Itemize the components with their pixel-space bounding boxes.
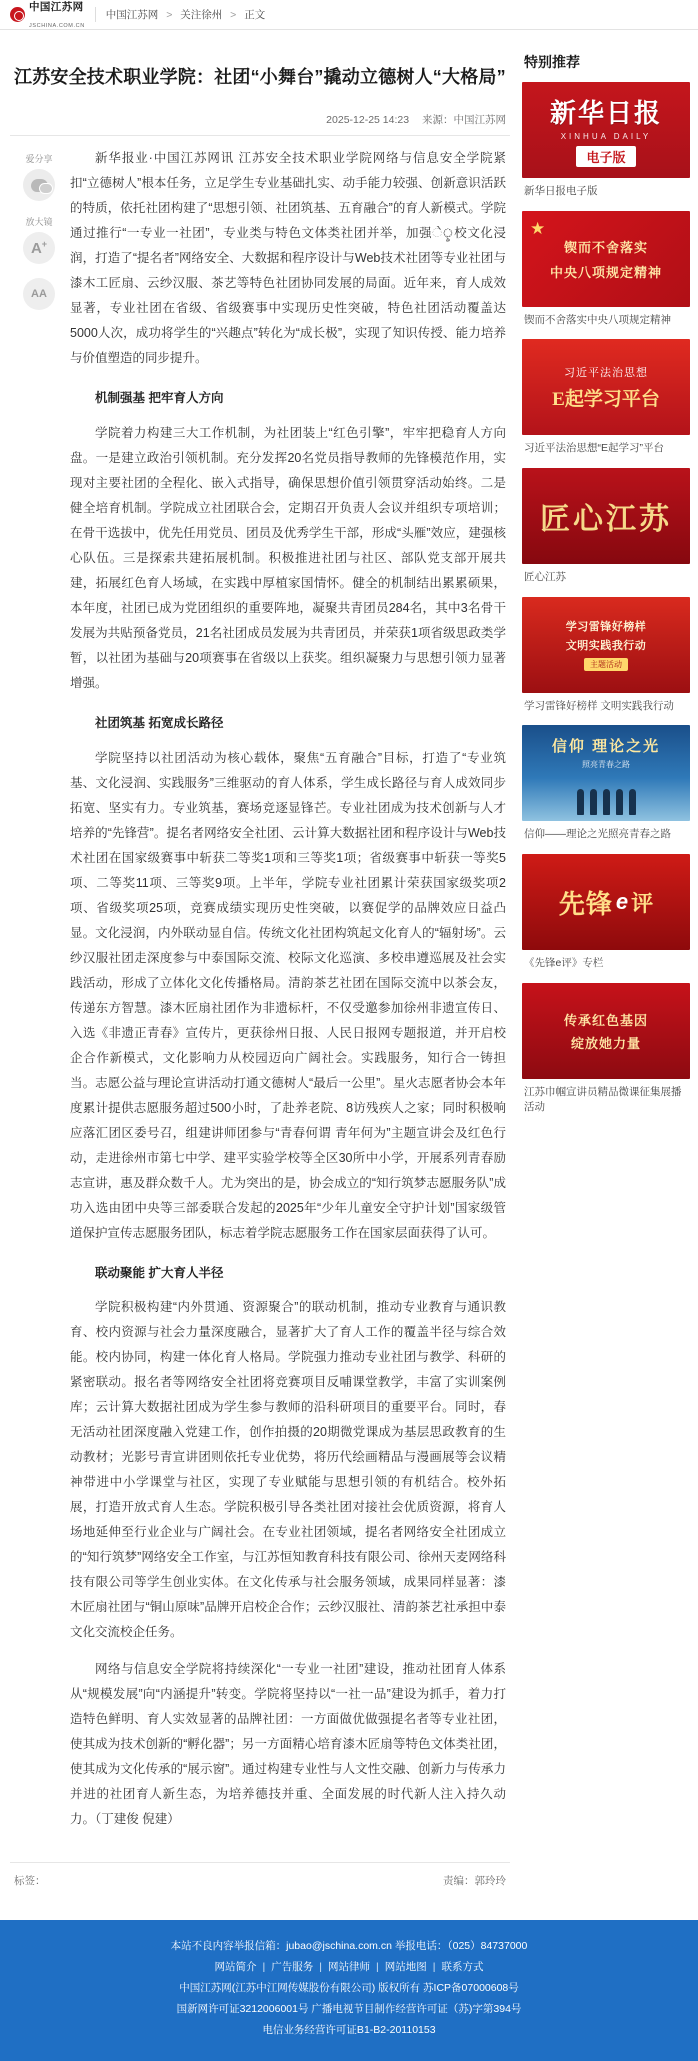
logo-subtitle: JSCHINA.COM.CN xyxy=(29,22,85,29)
promo-image[interactable] xyxy=(522,725,690,821)
promo-card-xinhua-daily[interactable] xyxy=(522,82,690,199)
promo-caption: 锲而不舍落实中央八项规定精神 xyxy=(524,313,671,326)
sidebar xyxy=(522,36,690,1126)
party-emblem-icon: ★ xyxy=(530,218,546,238)
breadcrumb-sep: > xyxy=(230,9,237,21)
wechat-share-button[interactable] xyxy=(23,169,55,201)
breadcrumb-item-2: 正文 xyxy=(244,9,266,21)
article-tool-rail xyxy=(10,136,68,324)
promo-caption: 习近平法治思想“E起学习”平台 xyxy=(524,442,664,455)
promo-art-subtext: XINHUA DAILY xyxy=(560,132,652,141)
footer-copyright: 中国江苏网(江苏中江网传媒股份有限公司) 版权所有 苏ICP备07000608号 xyxy=(179,1982,519,1995)
paragraph: 网络与信息安全学院将持续深化“一专业一社团”建设，推动社团育人体系从“规模发展”向“内涵提升”转变。学院将坚持以“一社一品”建设为抓手，着力打造特色鲜明、育人实效显著的品牌社团：一方面做优做强提名者等专业社团，使其成为技术创新的“孵化器”；另一方面精心培育漆木匠扇等特色文体类社团，使其成为文化传承的“展示窗”。通过构建专业性与人文性交融、创新力与传承力并进的社团育人新生态，为培养德技并重、全面发展的时代新人注入持久动力。（丁建俊 倪建） xyxy=(70,1662,506,1827)
promo-caption: 信仰——理论之光照亮青春之路 xyxy=(524,828,671,841)
promo-image[interactable] xyxy=(522,468,690,564)
top-bar xyxy=(0,0,698,30)
promo-card-faith-theory-light[interactable] xyxy=(522,725,690,842)
article-source: 来源：中国江苏网 xyxy=(422,114,506,127)
promo-art-letter: e xyxy=(615,889,629,915)
section-heading: 社团筑基 拓宽成长路径 xyxy=(95,715,224,730)
site-logo[interactable] xyxy=(10,0,95,31)
footer-nav: 网站简介 | 广告服务 | 网站律师 | 网站地图 | 联系方式 xyxy=(214,1961,484,1974)
promo-art-suffix: 评 xyxy=(631,890,654,916)
promo-art-badge: 主题活动 xyxy=(584,658,628,671)
promo-art-text: 锲而不舍落实 xyxy=(563,239,648,255)
breadcrumb-item-1[interactable]: 关注徐州 xyxy=(180,9,223,21)
share-label: 爱分享 xyxy=(25,154,53,165)
zoom-label: 放大镜 xyxy=(25,217,53,228)
editor-label: 责编：郭玲玲 xyxy=(443,1875,506,1888)
promo-image[interactable] xyxy=(522,854,690,950)
promo-art-subtext: 照亮青春之路 xyxy=(582,760,630,770)
footer-link-lawyer[interactable]: 网站律师 xyxy=(328,1961,370,1974)
article-meta xyxy=(10,108,510,136)
promo-card-red-gene[interactable] xyxy=(522,983,690,1114)
logo-title: 中国江苏网 xyxy=(29,0,84,13)
promo-caption: 匠心江苏 xyxy=(524,571,566,584)
promo-art-text: 先锋 xyxy=(558,889,613,919)
promo-card-eight-regulations[interactable] xyxy=(522,211,690,328)
font-increase-icon: A+ xyxy=(30,239,48,258)
breadcrumb-item-0[interactable]: 中国江苏网 xyxy=(105,9,159,21)
logo-icon xyxy=(10,7,25,22)
footer-link-sitemap[interactable]: 网站地图 xyxy=(384,1961,427,1974)
breadcrumb-sep: > xyxy=(166,9,173,21)
paragraph: 学院积极构建“内外贯通、资源聚合”的联动机制，推动专业教育与通识教育、校内资源与社会力量深度融合，显著扩大了育人工作的覆盖半径与综合效能。校内协同，构建一体化育人格局。学院强力推动专业社团与教学、科研的紧密联动。报名者等网络安全社团将竞赛项目反哺课堂教学，丰富了实训案例库；云计算大数据社团成为学生参与教师的沿科研项目的重要平台。同时，春无活动社团深度融入党建工作，创作拍摄的20期微党课成为基层思政教育的生动教材；光影号青宣讲团则依托专业优势，将历代绘画精品与漫画展等会议精神带进中小学课堂与社区，实现了专业赋能与思想引领的有机结合。校外拓展，打造开放式育人生态。学院积极引导各类社团对接社会优质资源，将育人场地延伸至行业企业与广阔社会。在专业社团领域，提名者网络安全社团成立的“知行筑梦”网络安全工作室，与江苏恒知教育科技有限公司、徐州天麦网络科技有限公司等学生创业实体。在文化传承与社会服务领域，成果同样显著：漆木匠扇社团与“铜山原味”品牌开启校企合作；云纱汉服社、清韵茶艺社承担中泰文化交流校企任务。 xyxy=(70,1300,506,1640)
article-footer-bar xyxy=(10,1862,510,1902)
footer-telecom-license: 电信业务经营许可证B1-B2-20110153 xyxy=(262,2024,436,2037)
promo-card-lei-feng[interactable] xyxy=(522,597,690,714)
font-decrease-button[interactable] xyxy=(23,278,55,310)
promo-caption: 新华日报电子版 xyxy=(524,185,598,197)
footer-link-ads[interactable]: 广告服务 xyxy=(271,1961,314,1974)
promo-caption: 《先锋e评》专栏 xyxy=(524,957,604,970)
sidebar-title: 特别推荐 xyxy=(524,54,580,70)
promo-art-subtext: E起学习平台 xyxy=(552,388,660,410)
article-column xyxy=(10,36,510,1902)
site-footer xyxy=(0,1920,698,2061)
paragraph: 学院坚持以社团活动为核心载体，聚焦“五育融合”目标，打造了“专业筑基、文化浸润、实践服务”三维驱动的育人体系，学生成长路径与育人成效同步拓宽、坚实有力。专业筑基，赛场竞逐显锋芒。专业社团成为技术创新与人才培养的“先锋营”。提名者网络安全社团、云计算大数据社团和程序设计与Web技术社团在国家级赛事中斩获二等奖1项和三等奖1项；省级赛事中斩获一等奖5项、二等奖11项、三等奖9项。上半年，学院专业社团累计荣获国家级奖项2项、省级奖项25项，竞赛成绩实现历史性突破，以赛促学的品牌效应日益凸显。文化浸润，内外联动显自信。传统文化社团构筑起文化育人的“辐射场”。云纱汉服社团走深度参与中泰国际交流、校际文化巡演、多校串遵巡展及社会实践活动，形成了立体化文化传播格局。清韵茶艺社团在国际交流中以茶会友，传递东方智慧。漆木匠扇社团作为非遗标杆，不仅受邀参加徐州非遗宣传日、入选《非遗正青春》宣传片，更获徐州日报、人民日报网专题报道，并开启校企合作新模式，文化影响力从校园迈向广阔社会。实践服务，知行合一铸担当。志愿公益与理论宣讲活动打通文德树人“最后一公里”。星火志愿者协会本年度累计提供志愿服务超过500小时，了赴养老院、8访残疾人之家；同时积极响应落汇团区委号召，组建讲师团参与“青春何谓 青年何为”主题宣讲会及红色行动，走进徐州市第七中学、建平实验学校等全区30所中小学，开展系列青春励志宣讲，惠及群众数千人。尤为突出的是，协会成立的“知行筑梦志愿服务队”成功入选由团中央等三部委联合发起的2025年“少年儿童安全守护计划”国家级管道保护宣传志愿服务团队，标志着学院志愿服务工作在国家层面获得了认可。 xyxy=(70,750,506,1240)
font-increase-button[interactable] xyxy=(23,232,55,264)
footer-license: 国新网许可证3212006001号 广播电视节目制作经营许可证（苏)字第394号 xyxy=(176,2003,522,2016)
paragraph: 新华报业·中国江苏网讯 江苏安全技术职业学院网络与信息安全学院紧扣“立德树人”根本任务，立足学生专业基础扎实、动手能力较强、创新意识活跃的特质，依托社团构建了“思想引领、社团筑基、五育融合”的育人新模式。学院通过推行“一专业一社团”，专业类与特色文体类社团并举，加强ેৢ校文化浸润，打造了“提名者”网络安全、大数据和程序设计与Web技术社团等专业社团与漆木工匠扇、云纱汉服、茶艺等特色社团协同发展的局面。近年来，育人成效显著，专业社团在省级、省级赛事中实现历史性突破，特色社团活动覆盖达5000人次，成功将学生的“兴趣点”转化为“成长极”，实现了知识传授、能力培养与价值塑造的同步提升。 xyxy=(70,151,506,366)
tags-label: 标签： xyxy=(14,1875,46,1888)
promo-image[interactable] xyxy=(522,211,690,307)
promo-card-rule-of-law[interactable] xyxy=(522,339,690,456)
page-title: 江苏安全技术职业学院：社团“小舞台”撬动立德树人“大格局” xyxy=(14,67,506,88)
promo-art-text: 信仰 理论之光 xyxy=(551,738,661,756)
promo-art-subtext: 绽放她力量 xyxy=(570,1035,641,1051)
promo-card-pioneer-e-review[interactable] xyxy=(522,854,690,971)
article-body xyxy=(68,136,510,1844)
promo-art-text: 学习雷锋好榜样 xyxy=(565,621,647,634)
publish-date: 2025-12-25 14:23 xyxy=(326,114,410,127)
promo-art-badge: 电子版 xyxy=(576,146,635,167)
section-heading: 机制强基 把牢育人方向 xyxy=(95,391,224,406)
section-heading: 联动聚能 扩大育人半径 xyxy=(95,1265,224,1280)
promo-image[interactable] xyxy=(522,82,690,178)
promo-caption: 江苏巾帼宣讲员精品微课征集展播活动 xyxy=(524,1085,682,1113)
promo-card-jiangsu-craftsmanship[interactable] xyxy=(522,468,690,585)
promo-art-subtext: 文明实践我行动 xyxy=(565,640,647,653)
people-silhouette-icon xyxy=(522,789,690,815)
wechat-icon xyxy=(31,179,48,192)
promo-image[interactable] xyxy=(522,983,690,1079)
promo-image[interactable] xyxy=(522,339,690,435)
promo-art-text: 新华日报 xyxy=(549,99,662,128)
promo-art-text: 习近平法治思想 xyxy=(564,366,648,379)
footer-link-contact[interactable]: 联系方式 xyxy=(441,1961,484,1974)
promo-image[interactable] xyxy=(522,597,690,693)
footer-link-about[interactable]: 网站简介 xyxy=(214,1961,257,1974)
paragraph: 学院着力构建三大工作机制，为社团装上“红色引擎”，牢牢把稳育人方向盘。一是建立政治引领机制。充分发挥20名党员指导教师的先锋模范作用，实现对主要社团的全程化、嵌入式指导，确保思想价值引领贯穿活动始终。二是健全培育机制。学院成立社团联合会，定期召开负责人会议并组织专项培训；在骨干选拔中，优先任用党员、团员及优秀学生干部，形成“头雁”效应，建强核心队伍。三是探索共建拓展机制。积极推进社团与社区、部队党支部开展共建，拓展红色育人场域，在实践中厚植家国情怀。健全的机制结出累累硕果，本年度，社团已成为党团组织的重要阵地，凝聚共青团员284名，其中3名骨干发展为共贴预备党员，21名社团成员发展为共青团员，并荣获1项省级思政类学暂，以社团为基础与20项赛事在省级以上获奖。组织凝聚力与思想引领力显著增强。 xyxy=(70,425,506,690)
promo-caption: 学习雷锋好榜样 文明实践我行动 xyxy=(524,699,674,712)
breadcrumb xyxy=(95,7,265,22)
font-decrease-icon: AA xyxy=(31,288,47,301)
page-container xyxy=(0,30,698,1902)
promo-art-text: 匠心江苏 xyxy=(540,503,672,537)
footer-report-line: 本站不良内容举报信箱：jubao@jschina.com.cn 举报电话：（025）84737000 xyxy=(170,1940,528,1953)
promo-art-text: 传承红色基因 xyxy=(563,1012,648,1028)
promo-art-subtext: 中央八项规定精神 xyxy=(549,264,662,280)
